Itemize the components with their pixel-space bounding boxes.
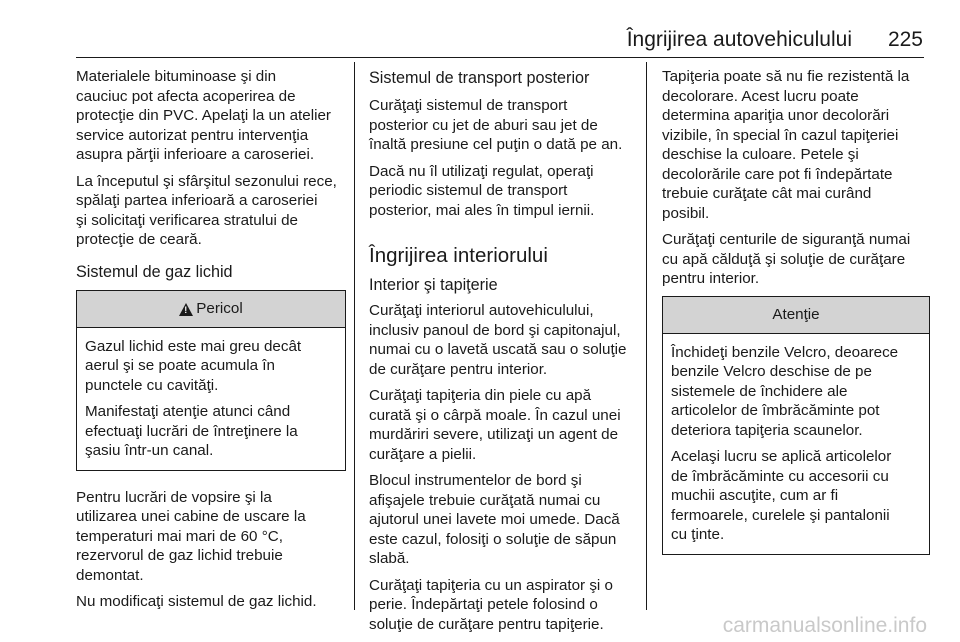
page-header [0,22,960,58]
page-number: 225 [887,28,923,51]
section-heading-lpg: Sistemul de gaz lichid [76,262,233,281]
column-3 [662,67,930,572]
section-heading-rear-carrier: Sistemul de transport posterior [369,69,590,87]
paragraph: Manifestaţi atenţie atunci când efectuaţi lucrări de întreţinere la şasiu într-un canal. [85,403,298,459]
column-divider-2 [646,62,647,610]
paragraph: Curăţaţi centurile de siguranţă numai cu apă călduţă şi soluţie de curăţare pentru interior. [662,231,911,287]
watermark: carmanualsonline.info [722,614,927,637]
paragraph: Materialele bituminoase şi din cauciuc pot afecta acoperirea de protecţie din PVC. Apelaţi la un atelier service autorizat pentru intervenţia asupra părţii inferioare a caroseriei. [76,68,331,163]
paragraph: Dacă nu îl utilizaţi regulat, operaţi periodic sistemul de transport posterior, mai ales în timpul iernii. [369,162,595,219]
danger-box-title: Pericol [196,299,243,317]
paragraph: Tapiţeria poate să nu fie rezistentă la decolorare. Acest lucru poate determina apariţia unor decolorări vizibile, în special în cazul tapiţeriei deschise la culoare. Petele şi decolorările care pot fi îndepărtate trebuie curăţate cât mai curând posibil. [662,68,910,222]
paragraph: Acelaşi lucru se aplică articolelor de îmbrăcăminte cu accesorii cu muchii ascuţite, cum ar fi fermoarele, curelele şi pantalonii cu ţinte. [671,448,892,543]
paragraph: Pentru lucrări de vopsire şi la utilizarea unei cabine de uscare la temperaturi mai mari de 60 °C, rezervorul de gaz lichid trebuie demontat. [76,488,306,584]
caution-box-title: Atenţie [772,305,820,323]
caution-box [662,296,930,555]
paragraph: Curăţaţi interiorul autovehiculului, inclusiv panoul de bord şi capitonajul, numai cu o lavetă uscată sau o soluţie de curăţare pentru interior. [369,302,627,378]
header-divider [76,57,924,58]
column-2 [369,67,635,641]
paragraph: La începutul şi sfârşitul sezonului rece, spălaţi partea inferioară a caroseriei şi solicitaţi verificarea stratului de protecţie de ceară. [76,172,337,248]
paragraph: Gazul lichid este mai greu decât aerul şi se poate acumula în punctele cu cavităţi. [85,337,302,394]
caution-box-body [663,334,929,554]
column-1 [76,67,346,619]
paragraph: Nu modificaţi sistemul de gaz lichid. [76,593,317,610]
paragraph: Curăţaţi sistemul de transport posterior cu jet de aburi sau jet de înaltă presiune cel puţin o dată pe an. [369,97,623,153]
subheading-upholstery: Interior şi tapiţerie [369,276,498,294]
danger-box-header [77,291,345,328]
paragraph: Blocul instrumentelor de bord şi afişajele trebuie curăţată numai cu ajutorul unei lavete moi umede. Dacă este cazul, folosiţi o soluţie de săpun slabă. [369,472,620,567]
paragraph: Curăţaţi tapiţeria cu un aspirator şi o perie. Îndepărtaţi petele folosind o soluţie de curăţare pentru tapiţerie. [369,576,613,633]
warning-triangle-icon [179,303,193,316]
page-title: Îngrijirea autovehiculului [626,28,852,51]
caution-box-header [663,297,929,334]
paragraph: Curăţaţi tapiţeria din piele cu apă curată şi o cârpă moale. În cazul unei murdăriri severe, utilizaţi un agent de curăţare a pielii. [369,387,621,463]
column-divider-1 [354,62,355,610]
danger-box-body [77,328,345,470]
danger-box [76,290,346,471]
chapter-heading-interior: Îngrijirea interiorului [369,244,548,267]
paragraph: Închideţi benzile Velcro, deoarece benzile Velcro deschise de pe sistemele de închidere ale articolelor de îmbrăcăminte pot deteriora tapiţeria scaunelor. [671,343,899,439]
